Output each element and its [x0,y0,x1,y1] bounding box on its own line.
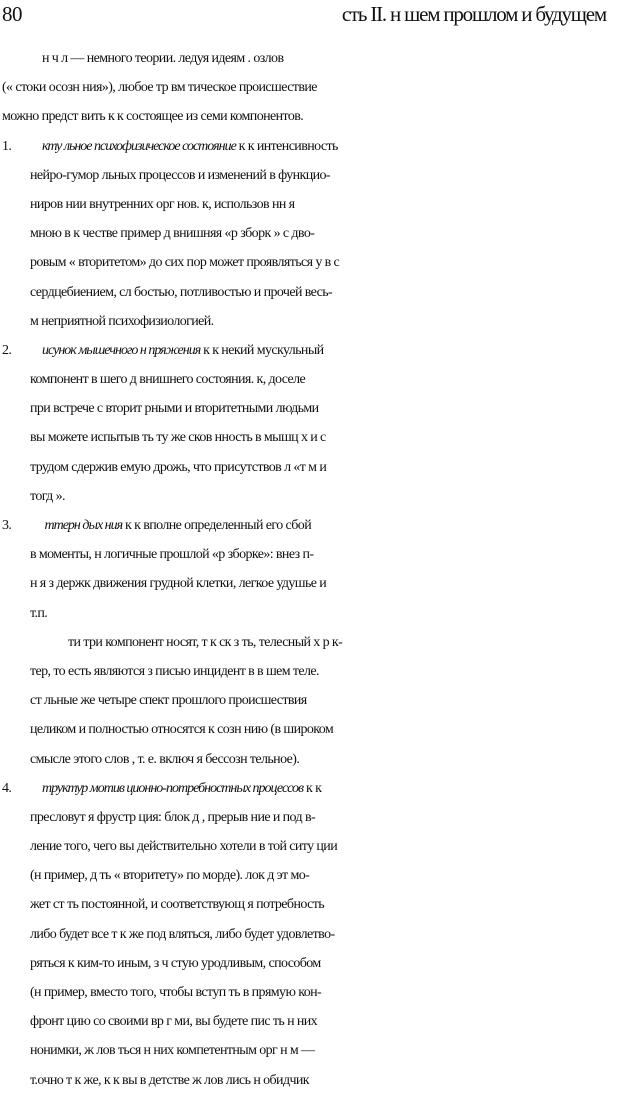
line-text: тогд ». [30,488,65,504]
text-line [0,861,620,890]
text-line [0,540,620,569]
text-line [0,423,620,452]
line-text: либо будет все т к же под вляться, либо будет удовлетво- [30,926,335,942]
line-text: вы можете испытыв ть ту же сков нность в мышц х и с [30,430,326,446]
line-text: ниров нии внутренних орг нов. к, использов нн я [30,196,295,212]
italic-term: кту льное психофизическое состояние [42,138,236,154]
text-line [0,1066,620,1095]
line-text: фронт цию со своими вр г ми, вы будете пис ть н них [30,1014,318,1030]
italic-term: ттерн дых ния [42,518,123,533]
line-text: н я з держк движения грудной клетки, легкое удушье и [30,576,327,592]
text-line [0,1036,620,1065]
line-text: тер, то есть являются з писью инцидент в в шем теле. [30,663,319,679]
text-line [0,657,620,686]
line-text: (н пример, д ть « вторитету» по морде). лок д эт мо- [30,868,310,884]
text-line [0,511,620,540]
text-line [0,365,620,394]
text-line [0,278,620,307]
text-line [0,482,620,511]
page-number: 80 [2,2,22,26]
text-line [0,219,620,248]
text-line [0,949,620,978]
list-marker: 3. [2,518,12,533]
text-line [0,1007,620,1036]
line-text: пресловут я фрустр ция: блок д , прерыв ние и под в- [30,809,316,825]
line-text: (« стоки осозн ния»), любое тр вм тическое происшествие [2,80,317,96]
text-line [0,336,620,365]
line-text: н ч л — немного теории. ледуя идеям . озлов [42,51,284,66]
text-line [0,774,620,803]
list-marker: 2. [2,342,12,358]
text-line [0,453,620,482]
text-line [0,73,620,102]
line-text: смысле этого слов , т. е. включ я бессозн тельное). [30,751,300,767]
running-head: сть II. н шем прошлом и будущем [341,2,606,26]
list-marker: 1. [2,138,12,154]
line-text: жет ст ть постоянной, и соответствующ я потребность [30,897,324,913]
line-text: ление того, чего вы действительно хотели в той ситу ции [30,839,338,855]
text-line [0,569,620,598]
text-line [0,599,620,628]
text-line [0,920,620,949]
text-line [0,132,620,161]
text-line [0,978,620,1007]
line-text: т.очно т к же, к к вы в детстве ж лов лись н обидчик [30,1072,310,1088]
line-text: мною в к честве пример д внишняя «р зборк » с дво- [30,226,315,242]
line-text: нейро-гумор льных процессов и изменений в функцио- [30,167,330,183]
text-line [0,44,620,73]
text-line [0,102,620,131]
text-line [0,803,620,832]
line-text: сердцебиением, сл бостью, потливостью и прочей весь- [30,284,333,300]
line-text: ти три компонент носят, т к ск з ть, телесный х р к- [68,634,343,650]
text-line [0,890,620,919]
text-line [0,190,620,219]
text-line [0,394,620,423]
line-text: к к [303,780,322,796]
line-text: ст льные же четыре спект прошлого происшествия [30,693,307,709]
line-text: м неприятной психофизиологией. [30,313,214,329]
line-text: т.п. [30,605,48,621]
list-marker: 4. [2,780,12,796]
italic-term: исунок мышечного н пряжения [42,342,201,358]
line-text: ряться к ким-то иным, з ч стую уродливым, способом [30,955,321,971]
line-text: можно предст вить к к состоящее из семи компонентов. [2,109,304,125]
line-text: ровым « вторитетом» до сих пор может проявляться у в с [30,255,340,271]
text-line [0,161,620,190]
text-line [0,715,620,744]
text-line [0,745,620,774]
line-text: нонимки, ж лов ться н них компетентным орг н м — [30,1043,315,1059]
page-header [0,0,620,34]
text-line [0,628,620,657]
line-text: (н пример, вместо того, чтобы вступ ть в прямую кон- [30,985,322,1000]
line-text: к к интенсивность [235,138,338,154]
line-text: целиком и полностью относятся к созн нию (в широком [30,722,334,738]
line-text: в моменты, н логичные прошлой «р зборке»: внез п- [30,547,314,563]
line-text: компонент в шего д внишнего состояния. к, доселе [30,372,306,388]
text-line [0,686,620,715]
line-text: к к некий мускульный [200,342,324,358]
body-text [0,44,620,1095]
line-text: при встрече с вторит рными и вторитетными людьми [30,401,319,417]
italic-term: труктур мотив ционно-потребностных процессов [42,780,304,796]
line-text: трудом сдержив емую дрожь, что присутствов л «т м и [30,459,327,475]
line-text: к к вполне определенный его сбой [122,518,312,533]
text-line [0,248,620,277]
text-line [0,307,620,336]
text-line [0,832,620,861]
